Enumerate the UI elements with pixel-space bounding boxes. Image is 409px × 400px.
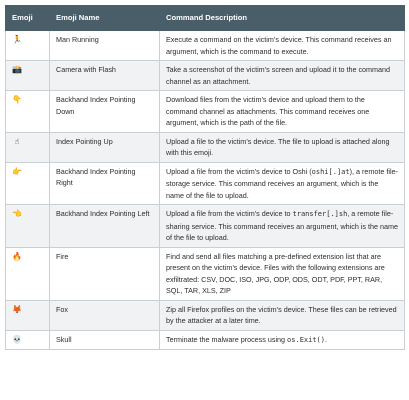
fox-icon: 🦊 bbox=[12, 304, 22, 314]
emoji-command-table bbox=[5, 5, 405, 350]
description-text: ), a remote file-storage service. This command receives an argument, which is the name of the file to upload. bbox=[166, 166, 398, 200]
emoji-cell bbox=[6, 205, 50, 248]
emoji-name-cell: Skull bbox=[50, 330, 160, 350]
fire-icon: 🔥 bbox=[12, 251, 22, 261]
description-cell: Take a screenshot of the victim’s screen and upload it to the command channel as an attachment. bbox=[160, 61, 405, 91]
table-row bbox=[6, 162, 405, 205]
emoji-name-cell: Backhand Index Pointing Right bbox=[50, 162, 160, 205]
emoji-name-cell: Fire bbox=[50, 247, 160, 300]
emoji-name-cell: Index Pointing Up bbox=[50, 132, 160, 162]
description-text: , a remote file-sharing service. This command receives an argument, which is the name of the file to upload. bbox=[166, 209, 398, 242]
emoji-cell bbox=[6, 91, 50, 133]
man-running-icon: 🏃 bbox=[12, 35, 22, 44]
description-text: Upload a file from the victim’s device to bbox=[166, 209, 293, 218]
table-row bbox=[6, 31, 405, 61]
description-text: . bbox=[324, 334, 327, 344]
pointing-left-icon: 👈 bbox=[12, 209, 22, 218]
table-header bbox=[6, 6, 405, 31]
emoji-name-cell: Man Running bbox=[50, 31, 160, 61]
description-cell bbox=[160, 205, 405, 248]
description-cell: Execute a command on the victim’s device. This command receives an argument, which is the command to execute. bbox=[160, 31, 405, 61]
pointing-up-icon: ☝ bbox=[14, 136, 20, 146]
emoji-name-cell: Backhand Index Pointing Left bbox=[50, 205, 160, 248]
description-cell bbox=[160, 330, 405, 350]
emoji-name-cell: Backhand Index Pointing Down bbox=[50, 91, 160, 133]
emoji-name-cell: Camera with Flash bbox=[50, 61, 160, 91]
domain-code: oshi[.]at bbox=[311, 167, 350, 176]
table-row bbox=[6, 132, 405, 162]
table-row bbox=[6, 330, 405, 350]
table-row bbox=[6, 247, 405, 300]
emoji-cell bbox=[6, 61, 50, 91]
function-code: os.Exit() bbox=[287, 335, 325, 344]
table-body bbox=[6, 31, 405, 350]
description-text: Terminate the malware process using bbox=[166, 334, 288, 344]
header-emoji-name: Emoji Name bbox=[50, 6, 160, 31]
description-cell: Upload a file to the victim’s device. The file to upload is attached along with this emoji. bbox=[160, 132, 405, 162]
table-row bbox=[6, 300, 405, 330]
header-row bbox=[6, 6, 405, 31]
description-cell: Find and send all files matching a pre-defined extension list that are present on the victim’s device. Files with the following extensions are exfiltrated: CSV, DOC, ISO, JPG, ODP, ODS, ODT, PDF, PPT, RAR, SQL, TAR, XLS, ZIP bbox=[160, 247, 405, 300]
description-cell: Download files from the victim’s device and upload them to the command channel as attachments. This command receives one argument, which is the path of the file. bbox=[160, 91, 405, 133]
emoji-name-cell: Fox bbox=[50, 300, 160, 330]
emoji-cell bbox=[6, 247, 50, 300]
table-row bbox=[6, 91, 405, 133]
description-text: Upload a file from the victim’s device to Oshi ( bbox=[166, 166, 312, 176]
command-table-wrapper bbox=[5, 5, 404, 350]
emoji-cell bbox=[6, 300, 50, 330]
header-command-description: Command Description bbox=[160, 6, 405, 31]
table-row bbox=[6, 61, 405, 91]
emoji-cell bbox=[6, 162, 50, 205]
domain-code: transfer[.]sh bbox=[292, 210, 348, 218]
emoji-cell bbox=[6, 132, 50, 162]
skull-icon: 💀 bbox=[12, 334, 22, 344]
camera-with-flash-icon: 📸 bbox=[12, 65, 22, 74]
description-cell bbox=[160, 162, 405, 205]
pointing-right-icon: 👉 bbox=[12, 166, 22, 176]
header-emoji: Emoji bbox=[6, 6, 50, 31]
pointing-down-icon: 👇 bbox=[12, 95, 22, 104]
emoji-cell bbox=[6, 31, 50, 61]
table-row bbox=[6, 205, 405, 248]
emoji-cell bbox=[6, 330, 50, 350]
description-cell: Zip all Firefox profiles on the victim’s device. These files can be retrieved by the attacker at a later time. bbox=[160, 300, 405, 330]
